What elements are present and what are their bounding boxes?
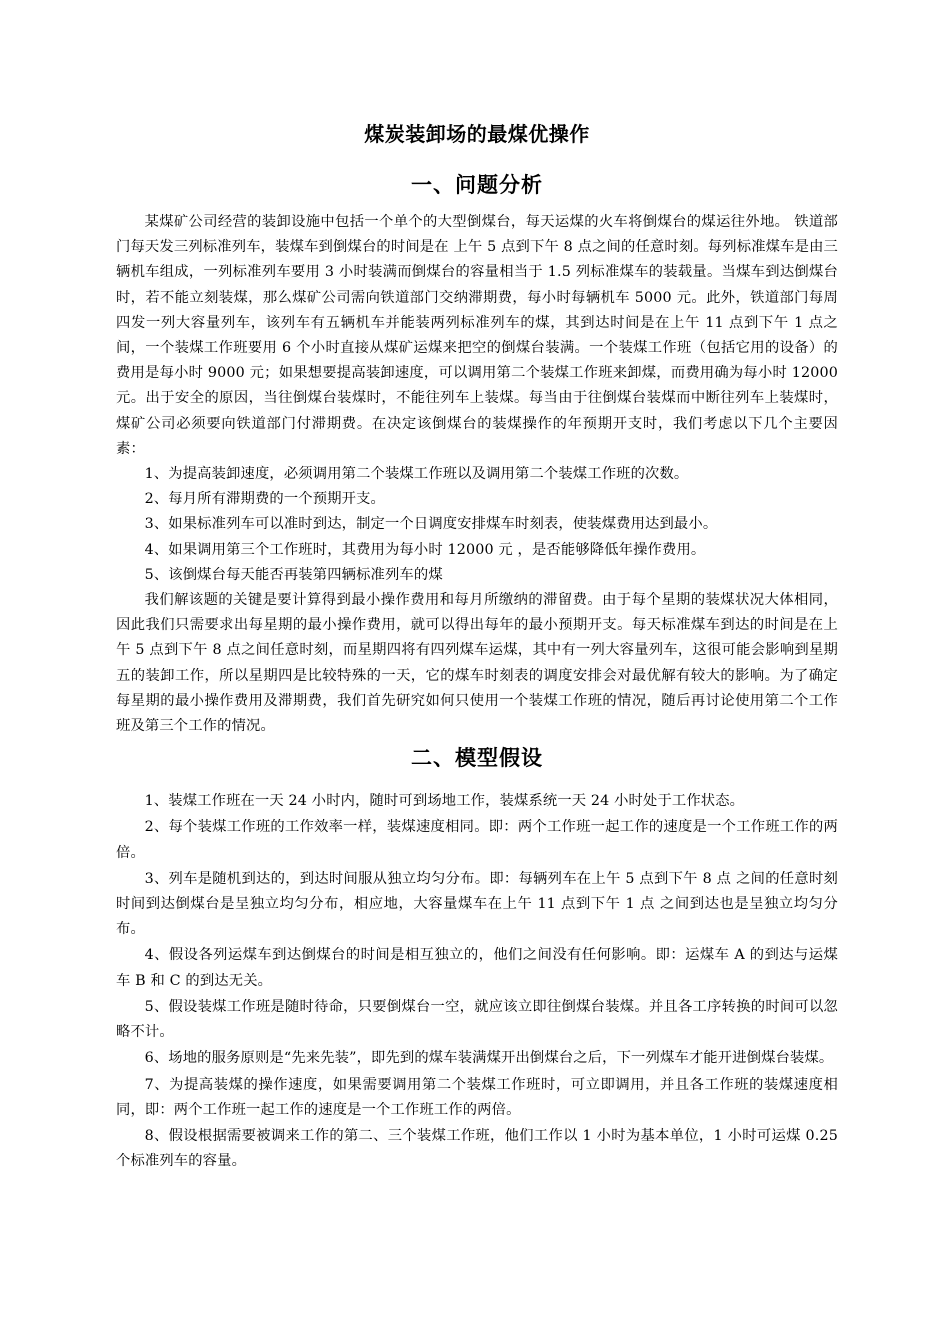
document-title: 煤炭装卸场的最煤优操作 [364,122,590,146]
assumption-list [116,789,838,1174]
assumption-item: 4、假设各列运煤车到达倒煤台的时间是相互独立的，他们之间没有任何影响。即：运煤车 A 的到达与运煤车 B 和 C 的到达无关。 [116,947,838,989]
problem-description-paragraph: 某煤矿公司经营的装卸设施中包括一个单个的大型倒煤台，每天运煤的火车将倒煤台的煤运往外地。 铁道部门每天发三列标准列车，装煤车到倒煤台的时间是在 上午 5 点到下午 8 点之间的任意时刻。每列标准煤车是由三辆机车组成，一列标准列车要用 3 小时装满而倒煤台的容量相当于 1.5 列标准煤车的装载量。当煤车到达倒煤台时，若不能立刻装煤，那么煤矿公司需向铁道部门交纳滞期费，每小时每辆机车 5000 元。此外，铁道部门每周四发一列大容量列车，该列车有五辆机车并能装两列标准列车的煤，其到达时间是在上午 11 点到下午 1 点之间，一个装煤工作班要用 6 个小时直接从煤矿运煤来把空的倒煤台装满。一个装煤工作班（包括它用的设备）的费用是每小时 9000 元；如果想要提高装卸速度，可以调用第二个装煤工作班来卸煤，而费用确为每小时 12000 元。出于安全的原因，当往倒煤台装煤时，不能往列车上装煤。每当由于往倒煤台装煤而中断往列车上装煤时，煤矿公司必须要向铁道部门付滞期费。在决定该倒煤台的装煤操作的年预期开支时，我们考虑以下几个主要因素： [116,214,838,457]
assumption-item: 1、装煤工作班在一天 24 小时内，随时可到场地工作，装煤系统一天 24 小时处于工作状态。 [144,793,745,810]
factor-item: 2、每月所有滞期费的一个预期开支。 [144,491,385,508]
assumption-item: 2、每个装煤工作班的工作效率一样，装煤速度相同。即：两个工作班一起工作的速度是一个工作班工作的两倍。 [116,819,838,861]
factor-list [116,462,838,588]
section-heading-problem-analysis: 一、问题分析 [411,173,543,197]
assumption-item: 5、假设装煤工作班是随时待命，只要倒煤台一空，就应该立即往倒煤台装煤。并且各工序转换的时间可以忽略不计。 [116,998,838,1041]
factor-item: 3、如果标准列车可以准时到达，制定一个日调度安排煤车时刻表，使装煤费用达到最小。 [144,516,718,533]
factor-item: 1、为提高装卸速度，必须调用第二个装煤工作班以及调用第二个装煤工作班的次数。 [144,466,689,483]
factor-item: 5、该倒煤台每天能否再装第四辆标准列车的煤 [144,566,443,583]
section-heading-model-assumptions: 二、模型假设 [411,746,543,771]
analysis-approach-paragraph: 我们解该题的关键是要计算得到最小操作费用和每月所缴纳的滞留费。由于每个星期的装煤状况大体相同，因此我们只需要求出每星期的最小操作费用，就可以得出每年的最小预期开支。每天标准煤车到达的时间是在上午 5 点到下午 8 点之间任意时刻，而星期四将有四列煤车运煤，其中有一列大容量列车，这很可能会影响到星期五的装卸工作，所以星期四是比较特殊的一天，它的煤车时刻表的调度安排会对最优解有较大的影响。为了确定每星期的最小操作费用及滞期费，我们首先研究如何只使用一个装煤工作班的情况，随后再讨论使用第二个工作班及第三个工作的情况。 [116,592,838,735]
assumption-item: 8、假设根据需要被调来工作的第二、三个装煤工作班，他们工作以 1 小时为基本单位，1 小时可运煤 0.25 个标准列车的容量。 [116,1127,838,1170]
assumption-item: 7、为提高装煤的操作速度，如果需要调用第二个装煤工作班时，可立即调用，并且各工作班的装煤速度相同，即：两个工作班一起工作的速度是一个工作班工作的两倍。 [116,1076,838,1118]
document-body [116,116,838,1175]
assumption-item: 3、列车是随机到达的，到达时间服从独立均匀分布。即：每辆列车在上午 5 点到下午 8 点 之间的任意时刻时间到达倒煤台是呈独立均匀分布，相应地，大容量煤车在上午 11 点到下午 1 点 之间到达也是呈独立均匀分布。 [116,870,838,938]
assumption-item: 6、场地的服务原则是“先来先装”，即先到的煤车装满煤开出倒煤台之后，下一列煤车才能开进倒煤台装煤。 [144,1050,834,1067]
factor-item: 4、如果调用第三个工作班时，其费用为每小时 12000 元 ，是否能够降低年操作费用。 [144,541,706,558]
